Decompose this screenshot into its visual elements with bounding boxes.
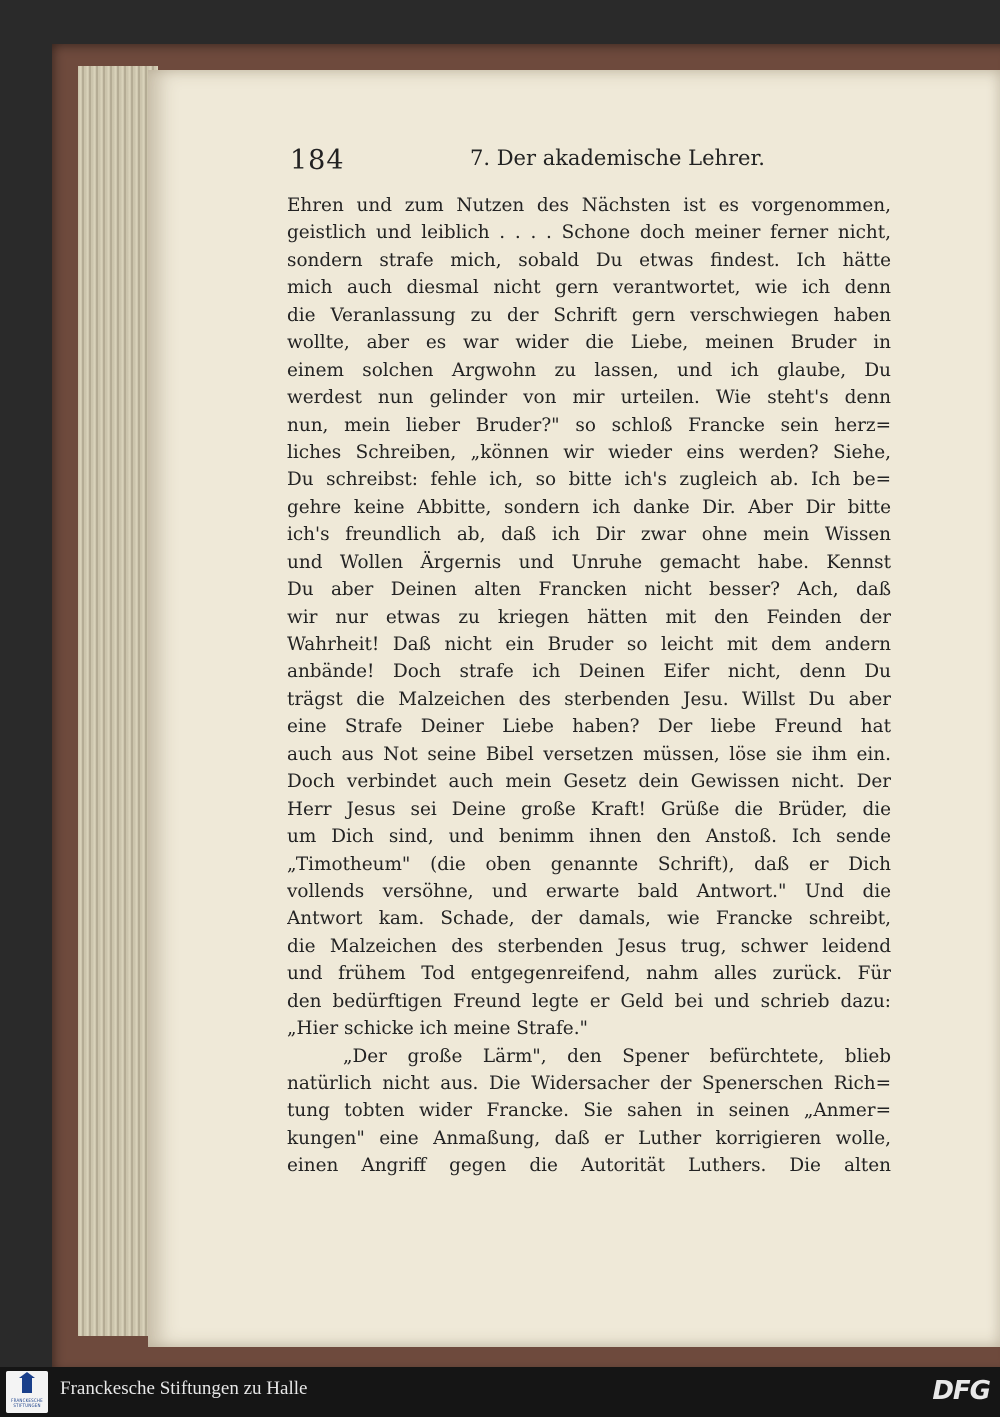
page-body-text: [287, 192, 891, 1180]
text-line: trägst die Malzeichen des sterbenden Jesu. Willst Du aber: [287, 688, 891, 710]
text-line: eine Strafe Deiner Liebe haben? Der liebe Freund hat: [287, 716, 891, 738]
dfg-logo[interactable]: DFG: [932, 1376, 990, 1406]
institution-name[interactable]: Franckesche Stiftungen zu Halle: [60, 1378, 308, 1399]
text-line: den bedürftigen Freund legte er Geld bei und schrieb dazu:: [287, 990, 891, 1012]
text-line: Du aber Deinen alten Francken nicht besser? Ach, daß: [287, 579, 891, 601]
text-line: kungen" eine Anmaßung, daß er Luther korrigieren wolle,: [287, 1127, 891, 1149]
text-line: Doch verbindet auch mein Gesetz dein Gewissen nicht. Der: [287, 771, 891, 793]
text-line: geistlich und leiblich . . . . Schone doch meiner ferner nicht,: [287, 222, 891, 244]
text-line: Herr Jesus sei Deine große Kraft! Grüße die Brüder, die: [287, 798, 891, 820]
text-line: die Malzeichen des sterbenden Jesus trug, schwer leidend: [287, 935, 891, 957]
text-line: die Veranlassung zu der Schrift gern verschwiegen haben: [287, 304, 891, 326]
text-line: wir nur etwas zu kriegen hätten mit den Feinden der: [287, 606, 891, 628]
text-line: gehre keine Abbitte, sondern ich danke Dir. Aber Dir bitte: [287, 496, 891, 518]
logo-caption: FRANCKESCHE STIFTUNGEN: [11, 1398, 43, 1408]
text-line: ich's freundlich ab, daß ich Dir zwar ohne mein Wissen: [287, 524, 891, 546]
text-line: einem solchen Argwohn zu lassen, und ich glaube, Du: [287, 359, 891, 381]
text-line: und frühem Tod entgegenreifend, nahm alles zurück. Für: [287, 963, 891, 985]
text-line: einen Angriff gegen die Autorität Luthers. Die alten: [287, 1155, 891, 1177]
text-line: „Der große Lärm", den Spener befürchtete, blieb: [343, 1045, 891, 1067]
page-edges: [78, 66, 158, 1336]
text-line: und Wollen Ärgernis und Unruhe gemacht habe. Kennst: [287, 551, 891, 573]
text-line: werdest nun gelinder von mir urteilen. Wie steht's denn: [287, 387, 891, 409]
text-line: mich auch diesmal nicht gern verantwortet, wie ich denn: [287, 277, 891, 299]
text-line: auch aus Not seine Bibel versetzen müssen, löse sie ihm ein.: [287, 743, 891, 765]
text-line: anbände! Doch strafe ich Deinen Eifer nicht, denn Du: [287, 661, 891, 683]
text-line: vollends versöhne, und erwarte bald Antwort." Und die: [287, 880, 891, 902]
footer-bar: [0, 1367, 1000, 1417]
text-line: tung tobten wider Francke. Sie sahen in seinen „Anmer=: [287, 1100, 891, 1122]
text-line: sondern strafe mich, sobald Du etwas findest. Ich hätte: [287, 249, 891, 271]
text-line: „Timotheum" (die oben genannte Schrift), daß er Dich: [287, 853, 891, 875]
text-line: Du schreibst: fehle ich, so bitte ich's zugleich ab. Ich be=: [287, 469, 891, 491]
page-number: 184: [290, 145, 345, 176]
text-line: Ehren und zum Nutzen des Nächsten ist es vorgenommen,: [287, 195, 891, 216]
text-line: Wahrheit! Daß nicht ein Bruder so leicht mit dem andern: [287, 634, 891, 655]
running-title: 7. Der akademische Lehrer.: [470, 146, 765, 170]
text-line: „Hier schicke ich meine Strafe.": [287, 1018, 588, 1040]
franckesche-stiftungen-logo[interactable]: [6, 1371, 48, 1413]
text-line: natürlich nicht aus. Die Widersacher der Spenerschen Rich=: [287, 1073, 891, 1094]
text-line: Antwort kam. Schade, der damals, wie Francke schreibt,: [287, 908, 891, 930]
text-line: wollte, aber es war wider die Liebe, meinen Bruder in: [287, 332, 891, 354]
tower-icon: [22, 1377, 32, 1393]
text-line: nun, mein lieber Bruder?" so schloß Francke sein herz=: [287, 414, 891, 436]
text-line: um Dich sind, und benimm ihnen den Anstoß. Ich sende: [287, 826, 891, 848]
text-line: liches Schreiben, „können wir wieder eins werden? Siehe,: [287, 441, 891, 463]
